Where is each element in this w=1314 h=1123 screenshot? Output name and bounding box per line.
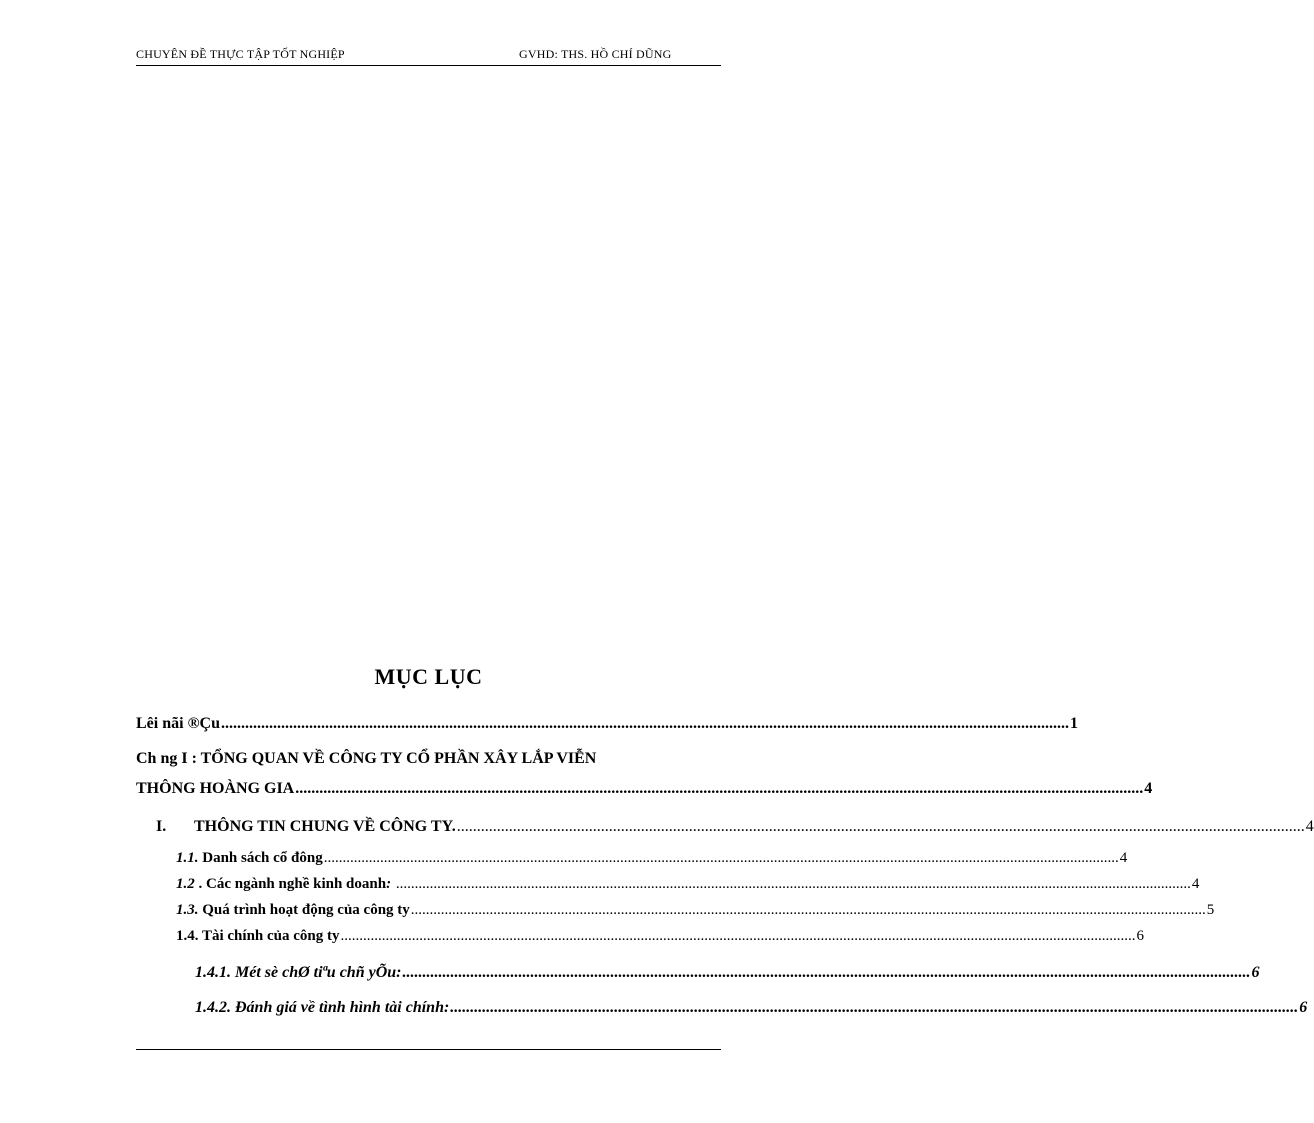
- toc-page-number: 6: [1299, 999, 1308, 1016]
- toc-leader-dots: ....................................................................................................................................................................................................................: [456, 818, 1305, 835]
- toc-leader-dots: ....................................................................................................................................................................................................................: [220, 715, 1069, 732]
- toc-entry-label: THÔNG TIN CHUNG VỀ CÔNG TY.: [194, 818, 456, 835]
- header-supervisor: GVHD: THS. HỒ CHÍ DŨNG: [519, 47, 672, 61]
- toc-entry-number: 1.3.: [176, 902, 199, 918]
- toc-leader-dots: ....................................................................................................................................................................................................................: [395, 876, 1191, 892]
- toc-entry-label: 1.4.2. Đánh giá về tình hình tài chính:: [195, 999, 450, 1016]
- toc-entry-1-4-2[interactable]: [195, 999, 1308, 1017]
- toc-entry-1-4[interactable]: [176, 928, 1144, 945]
- toc-page-number: 4: [1191, 876, 1200, 892]
- toc-page-number: 4: [1119, 850, 1128, 866]
- toc-entry-1-3[interactable]: [176, 902, 1215, 919]
- toc-entry-1-4-1[interactable]: [195, 964, 1260, 982]
- toc-entry-1-1[interactable]: [176, 850, 1128, 867]
- toc-entry-preface[interactable]: [136, 715, 1078, 733]
- page-header: [136, 47, 721, 65]
- toc-entry-label: 1.4. Tài chính của công ty: [176, 928, 340, 944]
- toc-entry-1-2[interactable]: [176, 876, 1200, 893]
- toc-entry-number: 1.2: [176, 876, 195, 892]
- toc-leader-dots: ....................................................................................................................................................................................................................: [402, 964, 1251, 981]
- toc-entry-label: 1.4.1. Mét sè chØ tiªu chñ yÕu:: [195, 964, 402, 981]
- header-title: CHUYÊN ĐỀ THỰC TẬP TỐT NGHIỆP: [136, 47, 345, 61]
- toc-entry-number: 1.1.: [176, 850, 199, 866]
- toc-entry-label: Danh sách cổ đông: [198, 850, 323, 866]
- toc-entry-label: Lêi nãi ®Çu: [136, 715, 220, 732]
- toc-leader-dots: ....................................................................................................................................................................................................................: [295, 780, 1144, 797]
- toc-page-number: 6: [1251, 964, 1260, 981]
- toc-page-number: 4: [1305, 818, 1314, 835]
- toc-entry-label: Quá trình hoạt động của công ty: [198, 902, 410, 918]
- toc-page-number: 6: [1136, 928, 1144, 944]
- toc-page-number: 1: [1069, 715, 1078, 732]
- toc-entry-section-i[interactable]: [156, 818, 1314, 836]
- toc-page-number: 5: [1206, 902, 1215, 918]
- toc-page-number: 4: [1144, 780, 1153, 797]
- toc-leader-dots: ....................................................................................................................................................................................................................: [410, 902, 1206, 918]
- header-divider: [136, 65, 721, 66]
- toc-entry-label: THÔNG HOÀNG GIA: [136, 780, 295, 797]
- toc-entry-suffix: :: [386, 876, 392, 892]
- toc-entry-number: I.: [156, 818, 167, 835]
- toc-entry-chapter-1-line1[interactable]: Ch ng I : TỔNG QUAN VỀ CÔNG TY CỔ PHẦN XÂY LẮP VIỄN: [136, 750, 597, 767]
- toc-leader-dots: ....................................................................................................................................................................................................................: [340, 928, 1136, 944]
- toc-leader-dots: ....................................................................................................................................................................................................................: [323, 850, 1119, 866]
- footer-divider: [136, 1049, 721, 1050]
- toc-leader-dots: ....................................................................................................................................................................................................................: [450, 999, 1299, 1016]
- toc-title: MỤC LỤC: [374, 664, 483, 689]
- toc-entry-label: . Các ngành nghề kinh doanh: [194, 876, 387, 892]
- toc-entry-chapter-1[interactable]: [136, 780, 1153, 798]
